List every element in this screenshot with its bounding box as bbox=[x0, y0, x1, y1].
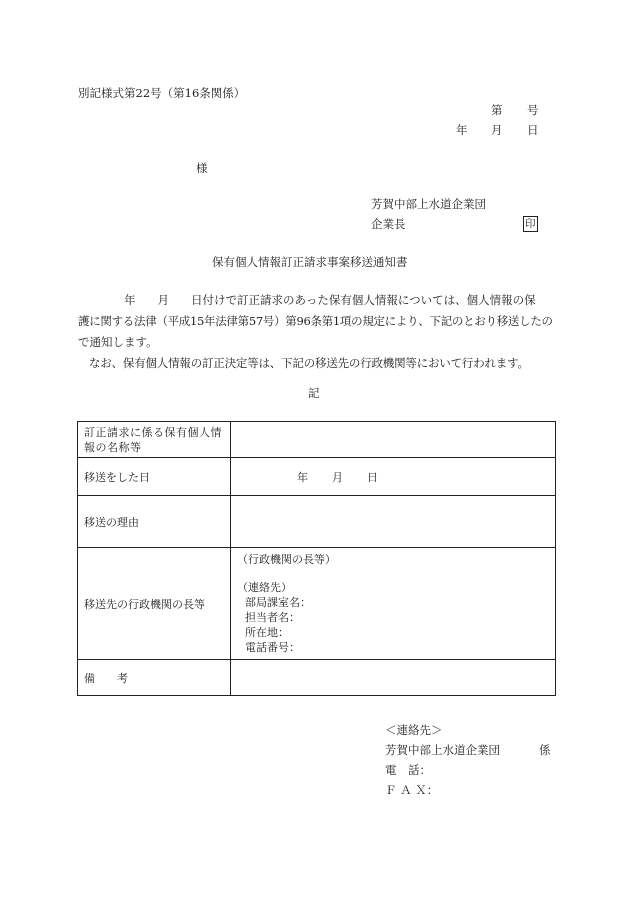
destination-dept: 部局課室名： bbox=[245, 596, 311, 609]
destination-details bbox=[237, 552, 549, 655]
body-text bbox=[78, 290, 556, 374]
contact-org: 芳賀中部上水道企業団 bbox=[385, 743, 500, 757]
number-go: 号 bbox=[527, 103, 539, 117]
body-line-1 bbox=[78, 290, 556, 311]
destination-address: 所在地： bbox=[245, 626, 289, 639]
contact-phone: 電 話： bbox=[385, 763, 431, 777]
row-label-reason: 移送の理由 bbox=[78, 496, 231, 548]
row-label-transfer-date: 移送をした日 bbox=[78, 458, 231, 496]
contact-kakari: 係 bbox=[539, 743, 551, 757]
seal-label: 印 bbox=[525, 218, 536, 230]
table-row bbox=[78, 496, 556, 548]
table-row bbox=[78, 660, 556, 696]
row-value-info-name bbox=[231, 422, 556, 458]
body-line-2: 護に関する法律（平成15年法律第57号）第96条第1項の規定により、下記のとおり移送したの bbox=[78, 314, 553, 328]
table-row bbox=[78, 548, 556, 660]
document-title: 保有個人情報訂正請求事案移送通知書 bbox=[212, 255, 408, 269]
date-day: 日 bbox=[527, 123, 539, 137]
form-reference: 別記様式第22号（第16条関係） bbox=[78, 86, 246, 100]
row-label-info-name-text: 訂正請求に係る保有個人情報の名称等 bbox=[84, 425, 222, 454]
addressee-sama: 様 bbox=[196, 161, 208, 175]
date-year: 年 bbox=[456, 123, 468, 137]
body-line-4-text: なお、保有個人情報の訂正決定等は、下記の移送先の行政機関等において行われます。 bbox=[89, 356, 529, 370]
body-month: 月 bbox=[157, 293, 169, 307]
number-dai: 第 bbox=[491, 103, 503, 117]
row-value-reason bbox=[231, 496, 556, 548]
destination-phone: 電話番号： bbox=[245, 641, 300, 654]
transfer-date-day: 日 bbox=[367, 470, 378, 484]
row-label-remarks: 備 考 bbox=[78, 660, 231, 696]
transfer-date-month: 月 bbox=[332, 470, 343, 484]
sender-title: 企業長 bbox=[371, 217, 406, 231]
contact-heading: ＜連絡先＞ bbox=[385, 723, 443, 737]
body-year: 年 bbox=[124, 293, 136, 307]
table-row bbox=[78, 458, 556, 496]
row-value-transfer-date bbox=[231, 458, 556, 496]
transfer-date-year: 年 bbox=[297, 470, 308, 484]
row-value-destination bbox=[231, 548, 556, 660]
destination-head: （行政機関の長等） bbox=[237, 553, 336, 566]
body-line-4 bbox=[78, 353, 556, 374]
transfer-info-table bbox=[77, 421, 556, 696]
table-row bbox=[78, 422, 556, 458]
ki-label: 記 bbox=[308, 386, 320, 400]
destination-person: 担当者名： bbox=[245, 611, 300, 624]
body-line-3: で通知します。 bbox=[78, 335, 158, 349]
destination-contact: （連絡先） bbox=[237, 581, 292, 594]
row-value-remarks bbox=[231, 660, 556, 696]
date-month: 月 bbox=[491, 123, 503, 137]
seal-mark bbox=[523, 216, 538, 232]
row-label-info-name bbox=[78, 422, 231, 458]
body-line-1-text: 日付けで訂正請求のあった保有個人情報については、個人情報の保 bbox=[191, 293, 536, 307]
sender-org: 芳賀中部上水道企業団 bbox=[371, 197, 486, 211]
row-label-destination: 移送先の行政機関の長等 bbox=[78, 548, 231, 660]
contact-fax: Ｆ Ａ Ｘ： bbox=[385, 783, 439, 797]
